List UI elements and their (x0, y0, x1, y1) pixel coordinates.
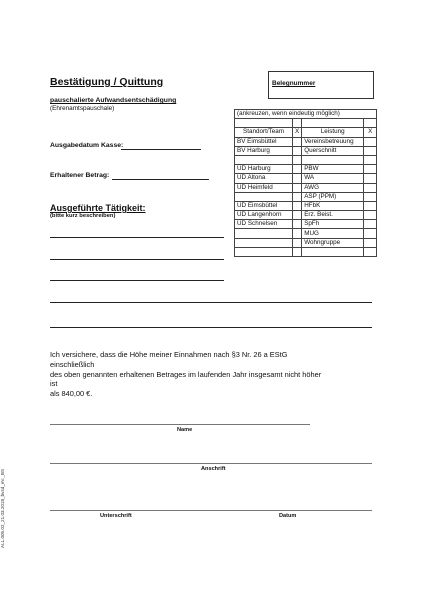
leistung-checkbox[interactable] (364, 211, 377, 220)
standort-cell: UD Eimsbüttel (235, 201, 293, 210)
table-row (235, 229, 377, 238)
standort-checkbox[interactable] (293, 220, 302, 229)
standort-cell: UD Langenhorn (235, 211, 293, 220)
subtitle: pauschalierte Aufwandsentschädigung (50, 97, 177, 104)
datum-label: Datum (279, 513, 297, 519)
belegnummer-label: Belegnummer (272, 80, 316, 87)
table-row (235, 192, 377, 201)
table-row (235, 201, 377, 210)
leistung-cell: SpFh (302, 220, 364, 229)
table-row (235, 220, 377, 229)
standort-checkbox[interactable] (293, 137, 302, 146)
page-title: Bestätigung / Quittung (50, 76, 164, 88)
document-code: ALL.005.02_21.03.2018_bvsd_eV._BS (0, 468, 5, 548)
standort-cell (235, 155, 293, 164)
leistung-checkbox[interactable] (364, 247, 377, 256)
standort-cell: UD Altona (235, 174, 293, 183)
leistung-cell: AWG (302, 183, 364, 192)
standort-checkbox[interactable] (293, 192, 302, 201)
standort-cell: BV Harburg (235, 146, 293, 155)
standort-checkbox[interactable] (293, 174, 302, 183)
standort-cell: UD Schnelsen (235, 220, 293, 229)
leistung-checkbox[interactable] (364, 146, 377, 155)
leistung-cell: Wohngruppe (302, 238, 364, 247)
ausgabedatum-label: Ausgabedatum Kasse: (50, 142, 124, 149)
betrag-label: Erhaltener Betrag: (50, 172, 110, 179)
declaration-line: ist (50, 379, 58, 389)
leistung-checkbox[interactable] (364, 155, 377, 164)
standort-cell (235, 192, 293, 201)
taetigkeit-line-1[interactable] (50, 237, 224, 238)
taetigkeit-note: (bitte kurz beschreiben) (50, 213, 116, 219)
leistung-cell: Erz. Beist. (302, 211, 364, 220)
standort-checkbox[interactable] (293, 201, 302, 210)
betrag-field[interactable] (112, 179, 209, 180)
standort-checkbox[interactable] (293, 155, 302, 164)
table-note: (ankreuzen, wenn eindeutig möglich) (235, 110, 364, 119)
leistung-checkbox[interactable] (364, 137, 377, 146)
declaration-line: des oben genannten erhaltenen Betrages im laufenden Jahr insgesamt nicht höher (50, 369, 322, 379)
declaration-line: Ich versichere, dass die Höhe meiner Einnahmen nach §3 Nr. 26 a EStG (50, 350, 288, 359)
standort-cell (235, 229, 293, 238)
taetigkeit-line-3[interactable] (50, 280, 224, 281)
leistung-checkbox[interactable] (364, 183, 377, 192)
standort-checkbox[interactable] (293, 146, 302, 155)
leistung-cell (302, 247, 364, 256)
taetigkeit-line-5[interactable] (50, 327, 372, 328)
leistung-cell: WA (302, 174, 364, 183)
header-x-standort: X (293, 128, 302, 137)
standort-checkbox[interactable] (293, 165, 302, 174)
table-row (235, 211, 377, 220)
leistung-checkbox[interactable] (364, 238, 377, 247)
header-leistung: Leistung (302, 128, 364, 137)
leistung-cell: MUG (302, 229, 364, 238)
leistung-checkbox[interactable] (364, 174, 377, 183)
leistung-cell: PBW (302, 165, 364, 174)
standort-checkbox[interactable] (293, 238, 302, 247)
table-row (235, 137, 377, 146)
standort-cell (235, 247, 293, 256)
table-row (235, 247, 377, 256)
leistung-checkbox[interactable] (364, 220, 377, 229)
table-row (235, 155, 377, 164)
name-field[interactable] (50, 424, 310, 425)
standort-checkbox[interactable] (293, 211, 302, 220)
signature-field[interactable] (50, 510, 372, 511)
standort-checkbox[interactable] (293, 247, 302, 256)
leistung-checkbox[interactable] (364, 201, 377, 210)
declaration-line: als 840,00 €. (50, 389, 93, 399)
name-label: Name (177, 427, 193, 433)
taetigkeit-line-4[interactable] (50, 302, 372, 303)
leistung-cell (302, 155, 364, 164)
header-standort: Standort/Team (235, 128, 293, 137)
subtitle-note: (Ehrenamtspauschale) (50, 105, 115, 112)
belegnummer-box[interactable] (268, 71, 374, 99)
standort-checkbox[interactable] (293, 229, 302, 238)
unterschrift-label: Unterschrift (100, 513, 132, 519)
table-row (235, 174, 377, 183)
table-row (235, 165, 377, 174)
standort-cell: BV Eimsbüttel (235, 137, 293, 146)
leistung-checkbox[interactable] (364, 165, 377, 174)
leistung-cell: Querschnitt (302, 146, 364, 155)
leistung-checkbox[interactable] (364, 229, 377, 238)
anschrift-field[interactable] (50, 463, 372, 464)
selection-table (234, 109, 377, 257)
standort-checkbox[interactable] (293, 183, 302, 192)
header-x-leistung: X (364, 128, 377, 137)
ausgabedatum-field[interactable] (121, 149, 201, 150)
table-row (235, 183, 377, 192)
leistung-cell: Vereinsbetreuung (302, 137, 364, 146)
table-row (235, 238, 377, 247)
taetigkeit-line-2[interactable] (50, 259, 224, 260)
declaration-text (50, 350, 321, 399)
leistung-cell: ASP (PPM) (302, 192, 364, 201)
taetigkeit-label: Ausgeführte Tätigkeit: (50, 203, 146, 213)
anschrift-label: Anschrift (201, 466, 226, 472)
table-row (235, 146, 377, 155)
standort-cell: UD Harburg (235, 165, 293, 174)
standort-cell: UD Heimfeld (235, 183, 293, 192)
leistung-cell: HFbK (302, 201, 364, 210)
declaration-line: einschließlich (50, 359, 95, 369)
leistung-checkbox[interactable] (364, 192, 377, 201)
standort-cell (235, 238, 293, 247)
